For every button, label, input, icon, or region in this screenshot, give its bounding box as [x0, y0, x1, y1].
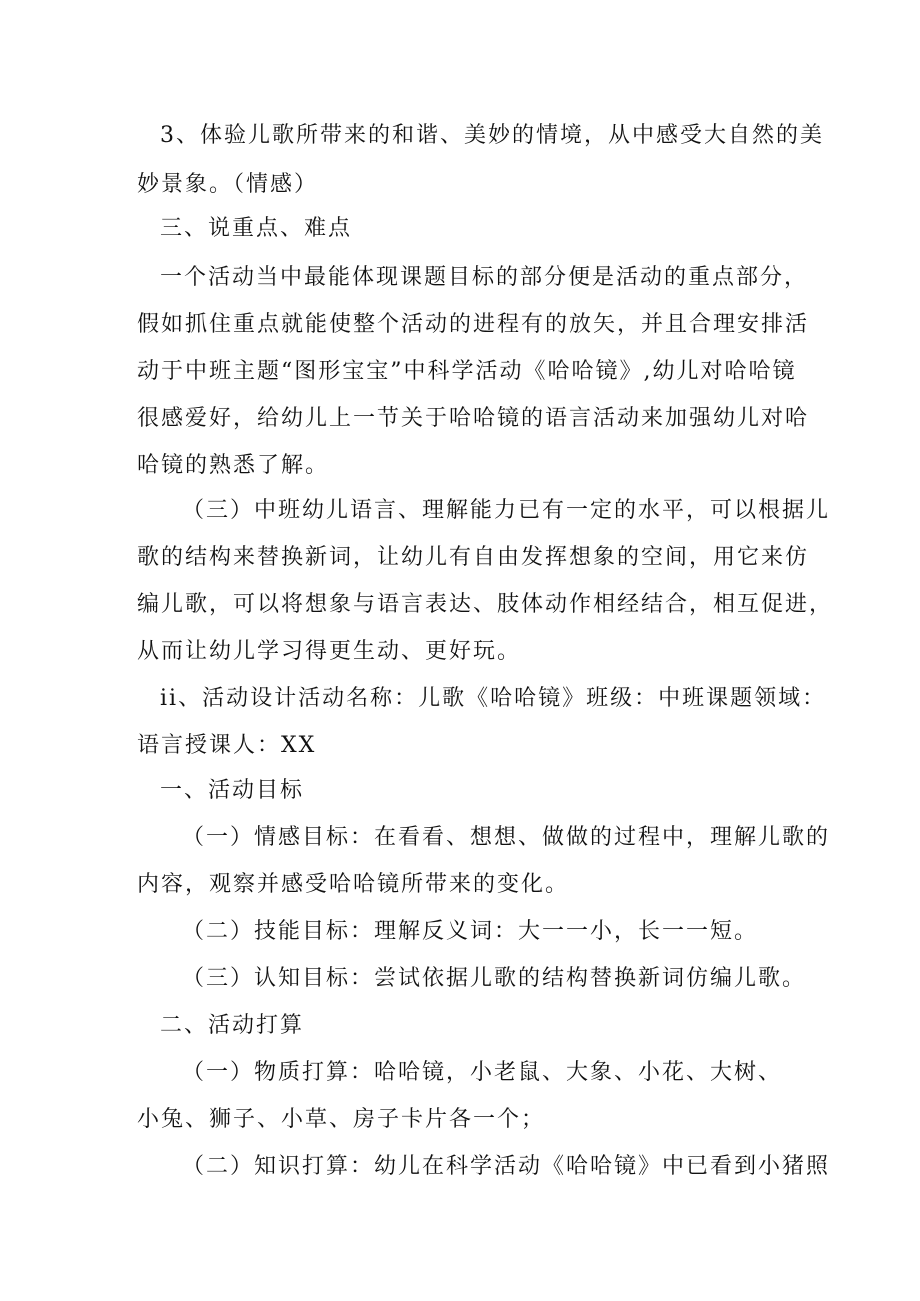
text-line: 动于中班主题“图形宝宝”中科学活动《哈哈镜》,幼儿对哈哈镜	[137, 359, 797, 384]
section-heading: 二、活动打算	[160, 1013, 305, 1038]
text-line: （三）认知目标：尝试依据儿歌的结构替换新词仿编儿歌。	[182, 966, 807, 991]
text-line: （二）技能目标：理解反义词：大一一小，长一一短。	[182, 919, 759, 944]
section-heading: 一、活动目标	[160, 778, 305, 803]
text-line: 小兔、狮子、小草、房子卡片各一个；	[137, 1107, 546, 1132]
text-line: 歌的结构来替换新词，让幼儿有自由发挥想象的空间，用它来仿	[137, 545, 810, 570]
text-line: （三）中班幼儿语言、理解能力已有一定的水平，可以根据儿	[182, 498, 831, 523]
section-heading: 三、说重点、难点	[160, 216, 353, 241]
text-line: 从而让幼儿学习得更生动、更好玩。	[137, 639, 522, 664]
text-line: ii、活动设计活动名称：儿歌《哈哈镜》班级：中班课题领域：	[160, 686, 827, 711]
text-line: 妙景象。（情感）	[137, 172, 319, 197]
text-line: （一）物质打算：哈哈镜，小老鼠、大象、小花、大树、	[182, 1060, 783, 1085]
text-line: 内容，观察并感受哈哈镜所带来的变化。	[137, 872, 570, 897]
text-line: 一个活动当中最能体现课题目标的部分便是活动的重点部分，	[160, 265, 809, 290]
text-line: （二）知识打算：幼儿在科学活动《哈哈镜》中已看到小猪照	[182, 1154, 831, 1179]
text-line: 3、体验儿歌所带来的和谐、美妙的情境，从中感受大自然的美	[160, 123, 824, 148]
text-line: 哈镜的熟悉了解。	[137, 453, 330, 478]
text-line: 编儿歌，可以将想象与语言表达、肢体动作相经结合，相互促进，	[137, 592, 834, 617]
text-line: 很感爱好，给幼儿上一节关于哈哈镜的语言活动来加强幼儿对哈	[137, 406, 810, 431]
text-line: 语言授课人：XX	[137, 733, 317, 758]
text-line: 假如抓住重点就能使整个活动的进程有的放矢，并且合理安排活	[137, 312, 810, 337]
text-line: （一）情感目标：在看看、想想、做做的过程中，理解儿歌的	[182, 825, 831, 850]
